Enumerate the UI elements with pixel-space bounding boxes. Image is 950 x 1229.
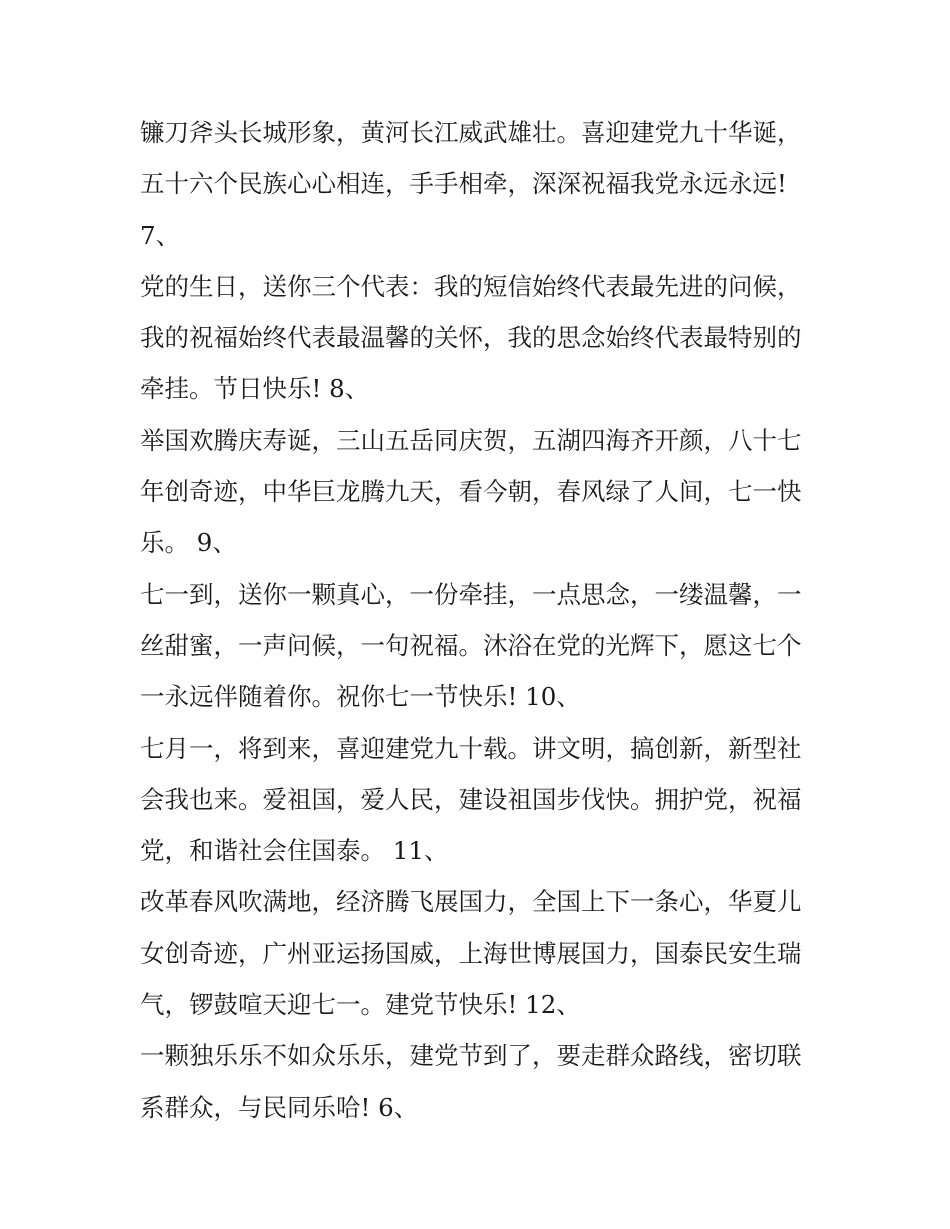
text-line: 党，和谐社会住国泰。 11、	[140, 836, 449, 866]
text-line: 一颗独乐乐不如众乐乐，建党节到了，要走群众路线，密切联	[140, 1041, 802, 1071]
text-line: 七月一，将到来，喜迎建党九十载。讲文明，搞创新，新型社	[140, 733, 802, 763]
text-line: 会我也来。爱祖国，爱人民，建设祖国步伐快。拥护党，祝福	[140, 784, 802, 814]
document-body	[140, 107, 820, 1133]
text-line: 丝甜蜜，一声问候，一句祝福。沐浴在党的光辉下，愿这七个	[140, 630, 802, 660]
text-line: 镰刀斧头长城形象，黄河长江威武雄壮。喜迎建党九十华诞，	[140, 118, 802, 147]
text-line: 气，锣鼓喧天迎七一。建党节快乐! 12、	[140, 990, 581, 1020]
text-line: 党的生日，送你三个代表：我的短信始终代表最先进的问候，	[140, 271, 802, 301]
text-line: 改革春风吹满地，经济腾飞展国力，全国上下一条心，华夏儿	[140, 887, 802, 917]
text-line: 7、	[140, 220, 181, 250]
text-line: 系群众，与民同乐哈! 6、	[140, 1092, 419, 1122]
text-line: 女创奇迹，广州亚运扬国威，上海世博展国力，国泰民安生瑞	[140, 938, 802, 968]
text-line: 年创奇迹，中华巨龙腾九天，看今朝，春风绿了人间，七一快	[140, 477, 802, 507]
text-line: 乐。 9、	[140, 528, 237, 558]
text-line: 五十六个民族心心相连，手手相牵，深深祝福我党永远永远!	[140, 169, 787, 199]
text-line: 举国欢腾庆寿诞，三山五岳同庆贺，五湖四海齐开颜，八十七	[140, 425, 802, 455]
text-line: 我的祝福始终代表最温馨的关怀，我的思念始终代表最特别的	[140, 323, 802, 353]
text-line: 牵挂。节日快乐! 8、	[140, 374, 370, 404]
text-line: 七一到，送你一颗真心，一份牵挂，一点思念，一缕温馨，一	[140, 579, 802, 609]
text-line: 一永远伴随着你。祝你七一节快乐! 10、	[140, 682, 581, 712]
